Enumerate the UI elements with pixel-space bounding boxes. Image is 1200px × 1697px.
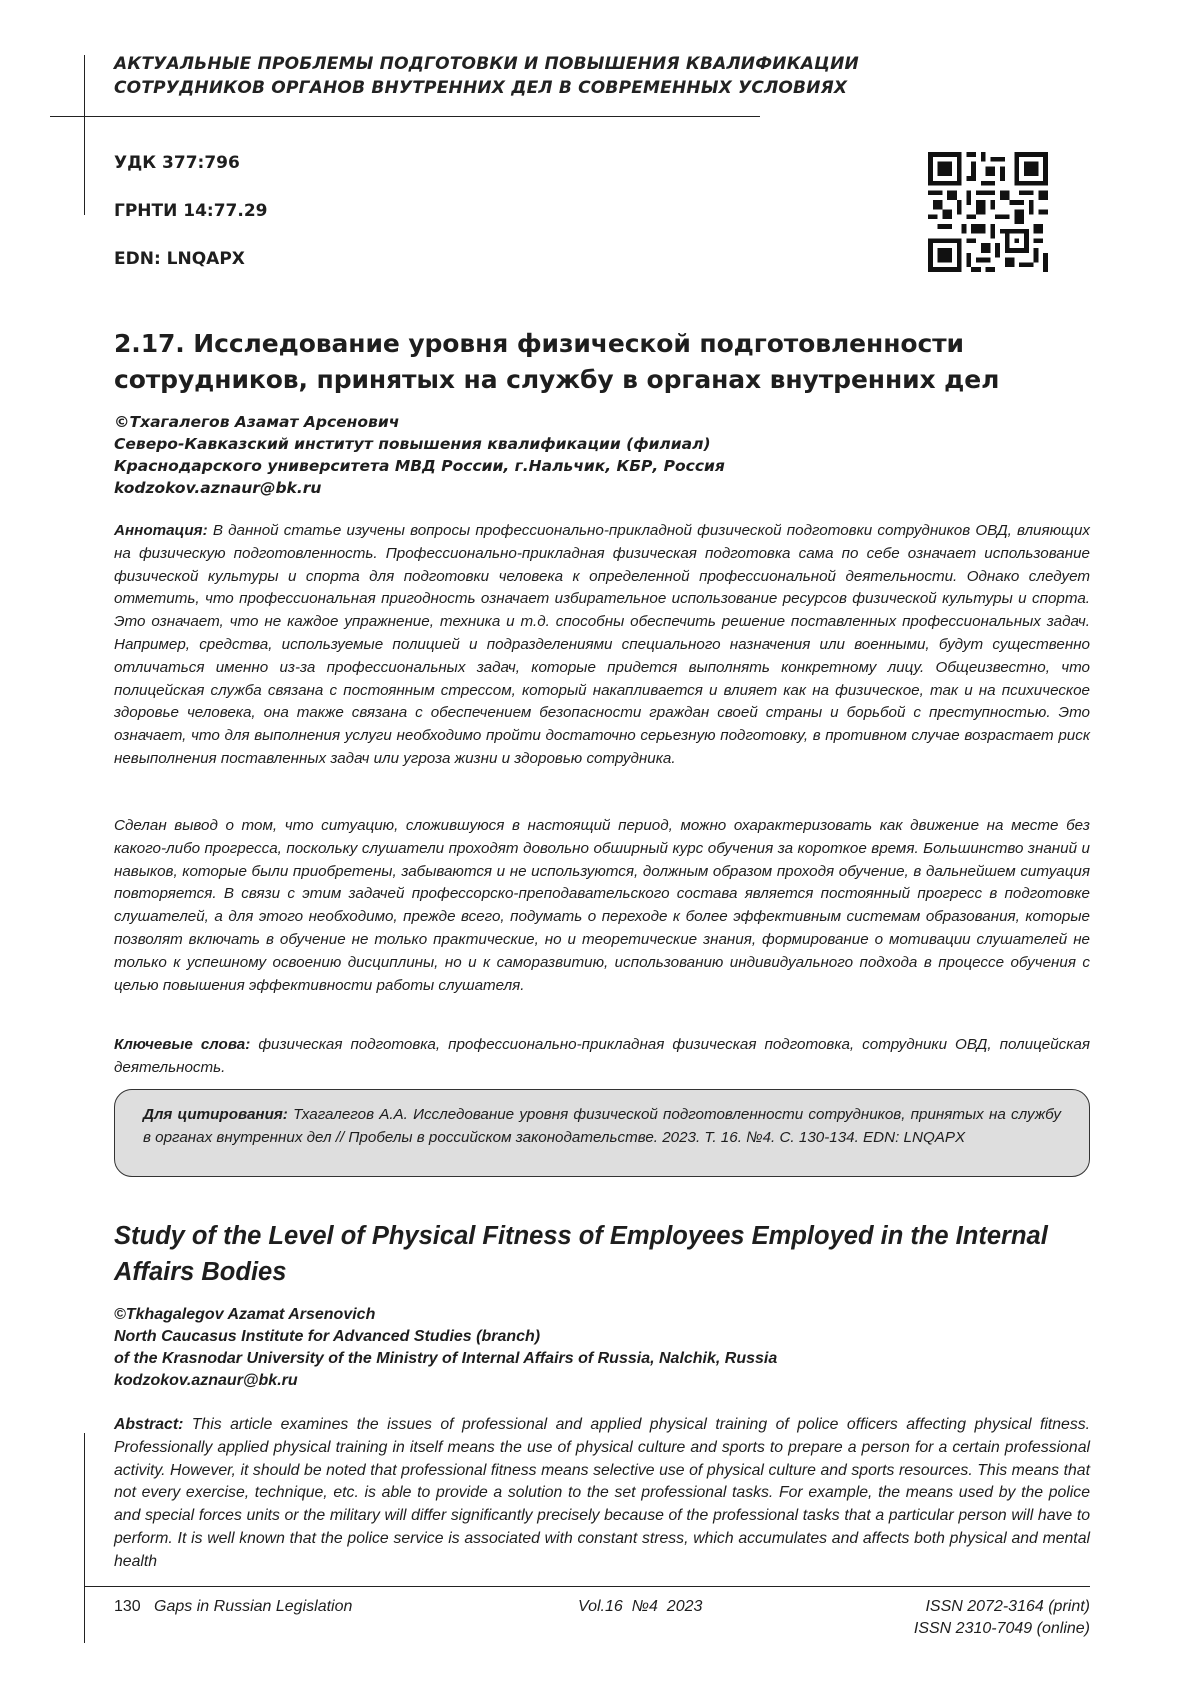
author-name-ru: ©Тхагалегов Азамат Арсенович	[114, 411, 1034, 433]
header-line-2: СОТРУДНИКОВ ОРГАНОВ ВНУТРЕННИХ ДЕЛ В СОВРЕМЕННЫХ УСЛОВИЯХ	[114, 76, 874, 100]
abstract-ru-text-1: В данной статье изучены вопросы профессионально-прикладной физической подготовки сотрудников ОВД, влияющих на физическую подготовленность. Профессионально-прикладная физическая подготовка сама по себе означает использование физической культуры и спорта для подготовки человека к определенной профессиональной деятельности. Однако следует отметить, что профессиональная пригодность означает избирательное использование ресурсов физической культуры и спорта. Это означает, что не каждое упражнение, техника и т.д. способны обеспечить решение поставленных профессиональных задач. Например, средства, используемые полицией и подразделениями специального назначения или военными, будут существенно отличаться именно из-за профессиональных задач, которые придется выполнять конкретному лицу. Общеизвестно, что полицейская служба связана с постоянным стрессом, который накапливается и влияет как на физическое, так и на психическое здоровье человека, она также связана с обеспечением безопасности граждан своей страны и борьбой с преступностью. Это означает, что для выполнения услуги необходимо пройти достаточно серьезную подготовку, в противном случае возрастает риск невыполнения поставленных задач или угроза жизни и здоровью сотрудника.	[114, 522, 1090, 767]
citation-text: Тхагалегов А.А. Исследование уровня физической подготовленности сотрудников, принятых на службу в органах внутренних дел // Пробелы в российском законодательстве. 2023. Т. 16. №4. С. 130-134. EDN: LNQAPX	[143, 1106, 1061, 1146]
volume: Vol.16	[578, 1598, 623, 1615]
keywords-ru-text: физическая подготовка, профессионально-прикладная физическая подготовка, сотрудники ОВД, полицейская деятельность.	[114, 1036, 1090, 1076]
affiliation-ru-2: Краснодарского университета МВД России, г.Нальчик, КБР, Россия	[114, 455, 1034, 477]
journal-section-header	[114, 52, 874, 100]
issn-print: ISSN 2072-3164 (print)	[914, 1596, 1090, 1618]
footer-left	[114, 1596, 352, 1618]
affiliation-en-2: of the Krasnodar University of the Ministry of Internal Affairs of Russia, Nalchik, Russia	[114, 1348, 1034, 1370]
footer-center	[578, 1596, 702, 1618]
citation-box	[114, 1089, 1090, 1177]
abstract-ru-text-2: Сделан вывод о том, что ситуацию, сложившуюся в настоящий период, можно охарактеризовать как движение на месте без какого-либо прогресса, поскольку слушатели проходят довольно обширный курс обучения за короткое время. Большинство знаний и навыков, которые были приобретены, забываются и не используются, должным образом проходя обучение, в дальнейшем ситуация повторяется. В связи с этим задачей профессорско-преподавательского состава является постоянный прогресс в подготовке слушателей, а для этого необходимо, прежде всего, подумать о переходе к более эффективным системам образования, которые позволят включать в обучение не только практические, но и теоретические знания, формирование о мотивации слушателей не только к успешному освоению дисциплины, но и к саморазвитию, использованию индивидуального подхода в процессе обучения с целью повышения эффективности работы слушателя.	[114, 817, 1090, 994]
header-rule	[50, 116, 760, 117]
title-en-line-2: Affairs Bodies	[114, 1254, 1094, 1290]
author-block-ru	[114, 411, 1034, 499]
author-email-en: kodzokov.aznaur@bk.ru	[114, 1370, 1034, 1392]
keywords-ru	[114, 1034, 1090, 1080]
abstract-ru-p1	[114, 520, 1090, 771]
edn-code: EDN: LNQAPX	[114, 248, 245, 270]
affiliation-en-1: North Caucasus Institute for Advanced Studies (branch)	[114, 1326, 1034, 1348]
year: 2023	[667, 1598, 703, 1615]
author-block-en	[114, 1304, 1034, 1392]
left-rule-bottom	[84, 1433, 85, 1643]
title-ru-line-2: сотрудников, принятых на службу в органах внутренних дел	[114, 362, 1014, 398]
abstract-en	[114, 1414, 1090, 1574]
abstract-ru-p2	[114, 815, 1090, 997]
keywords-ru-label: Ключевые слова:	[114, 1036, 250, 1053]
grnti-code: ГРНТИ 14:77.29	[114, 200, 268, 222]
journal-name: Gaps in Russian Legislation	[154, 1598, 352, 1615]
udk-code: УДК 377:796	[114, 152, 240, 174]
article-title-en	[114, 1218, 1094, 1290]
issue: №4	[632, 1598, 658, 1615]
abstract-en-label: Abstract:	[114, 1416, 183, 1433]
footer-rule	[84, 1586, 1090, 1587]
citation-label: Для цитирования:	[143, 1106, 288, 1123]
abstract-en-text: This article examines the issues of professional and applied physical training of police officers affecting physical fitness. Professionally applied physical training in itself means the use of physical culture and sports to prepare a person for a certain professional activity. However, it should be noted that professional fitness means selective use of physical culture and sports resources. This means that not every exercise, technique, etc. is able to provide a solution to the set professional tasks. For example, the means used by the police and special forces units or the military will differ significantly precisely because of the professional tasks that a particular person will have to perform. It is well known that the police service is associated with constant stress, which accumulates and affects both physical and mental health	[114, 1416, 1090, 1570]
author-email-ru: kodzokov.aznaur@bk.ru	[114, 477, 1034, 499]
affiliation-ru-1: Северо-Кавказский институт повышения квалификации (филиал)	[114, 433, 1034, 455]
article-title-ru	[114, 326, 1014, 398]
title-ru-line-1: 2.17. Исследование уровня физической подготовленности	[114, 326, 1014, 362]
abstract-ru-label: Аннотация:	[114, 522, 208, 539]
author-name-en: ©Tkhagalegov Azamat Arsenovich	[114, 1304, 1034, 1326]
page-number: 130	[114, 1598, 141, 1615]
citation-text-block	[143, 1104, 1061, 1150]
header-line-1: АКТУАЛЬНЫЕ ПРОБЛЕМЫ ПОДГОТОВКИ И ПОВЫШЕНИЯ КВАЛИФИКАЦИИ	[114, 52, 874, 76]
footer-right	[914, 1596, 1090, 1640]
title-en-line-1: Study of the Level of Physical Fitness of Employees Employed in the Internal	[114, 1218, 1094, 1254]
issn-online: ISSN 2310-7049 (online)	[914, 1618, 1090, 1640]
qr-code-icon	[928, 152, 1048, 272]
left-rule-top	[84, 55, 85, 215]
